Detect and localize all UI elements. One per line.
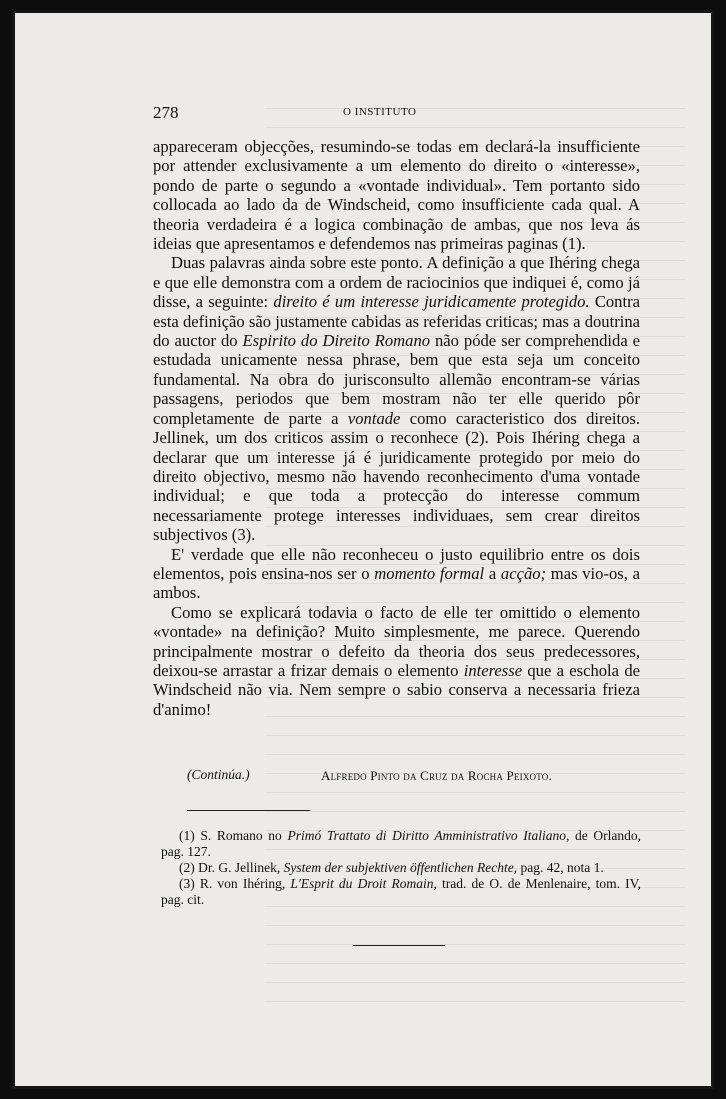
- paragraph-1: appareceram objecções, resumindo-se todas em declará-la insufficiente por attender exclusivamente a um elemento do direito o «interesse», pondo de parte o segundo a «vontade individual». Tem portanto sido collocada ao lado da de Windscheid, como insufficiente cada qual. A theoria verdadeira é a logica combinação de ambas, que nos leva ás ideias que apresentamos e defendemos nas primeiras paginas (1).: [153, 137, 640, 254]
- author-name: Alfredo Pinto da Cruz da Rocha Peixoto.: [321, 768, 552, 783]
- emphasis-definition: direito é um interesse juridicamente protegido.: [273, 292, 590, 312]
- footnote-separator: [187, 810, 310, 811]
- continua-note: (Continúa.): [187, 767, 250, 782]
- emphasis-interesse: interesse: [463, 660, 523, 680]
- running-title: O INSTITUTO: [343, 106, 417, 118]
- footnote-3: (3) R. von Ihéring, L'Esprit du Droit Romain, trad. de O. de Menlenaire, tom. IV, pag. cit.: [161, 876, 642, 907]
- paragraph-3: E' verdade que elle não reconheceu o justo equilibrio entre os dois elementos, pois ensina-nos ser o momento formal a acção; mas vio-os, a ambos.: [153, 544, 640, 603]
- emphasis-accao: acção;: [500, 563, 547, 583]
- scanned-page: [12, 10, 714, 1089]
- page-header: [153, 103, 643, 125]
- footnote-2: (2) Dr. G. Jellinek, System der subjektiven öffentlichen Rechte, pag. 42, nota 1.: [179, 860, 604, 875]
- body-text: [153, 137, 640, 719]
- page-number: 278: [153, 103, 179, 122]
- paragraph-4: Como se explicará todavia o facto de elle ter omittido o elemento «vontade» na definição? Muito simplesmente, me parece. Querendo principalmente mostrar o defeito da theoria dos seus predecessores, deixou-se arrastar a frizar demais o elemento interesse que a eschola de Windscheid não via. Nem sempre o sabio conserva a necessaria frieza d'animo!: [153, 602, 640, 719]
- footnotes: [161, 828, 641, 908]
- emphasis-book-title: Espirito do Direito Romano: [242, 331, 431, 351]
- footnote-1: (1) S. Romano no Primó Trattato di Diritto Amministrativo Italiano, de Orlando, pag. 127.: [161, 828, 642, 859]
- end-rule: [353, 945, 445, 946]
- emphasis-vontade: vontade: [347, 408, 401, 428]
- emphasis-momento-formal: momento formal: [374, 563, 485, 583]
- paragraph-2: Duas palavras ainda sobre este ponto. A definição a que Ihéring chega e que elle demonstra com a ordem de raciocinios que indiquei é, como já disse, a seguinte: direito é um interesse juridicamente protegido. Contra esta definição são justamente cabidas as referidas criticas; mas a doutrina do auctor do Espirito do Direito Romano não póde ser comprehendida e estudada unicamente nessa phrase, bem que esta seja um conceito fundamental. Na obra do jurisconsulto allemão encontram-se várias passagens, periodos que bem mostram não ter elle querido pôr completamente de parte a vontade como caracteristico dos direitos. Jellinek, um dos criticos assim o reconhece (2). Pois Ihéring chega a declarar que um interesse já é juridicamente protegido por meio do direito objectivo, mesmo não havendo reconhecimento d'uma vontade individual; e que toda a protecção do interesse commum necessariamente protege interesses individuaes, sem crear direitos subjectivos (3).: [153, 253, 641, 545]
